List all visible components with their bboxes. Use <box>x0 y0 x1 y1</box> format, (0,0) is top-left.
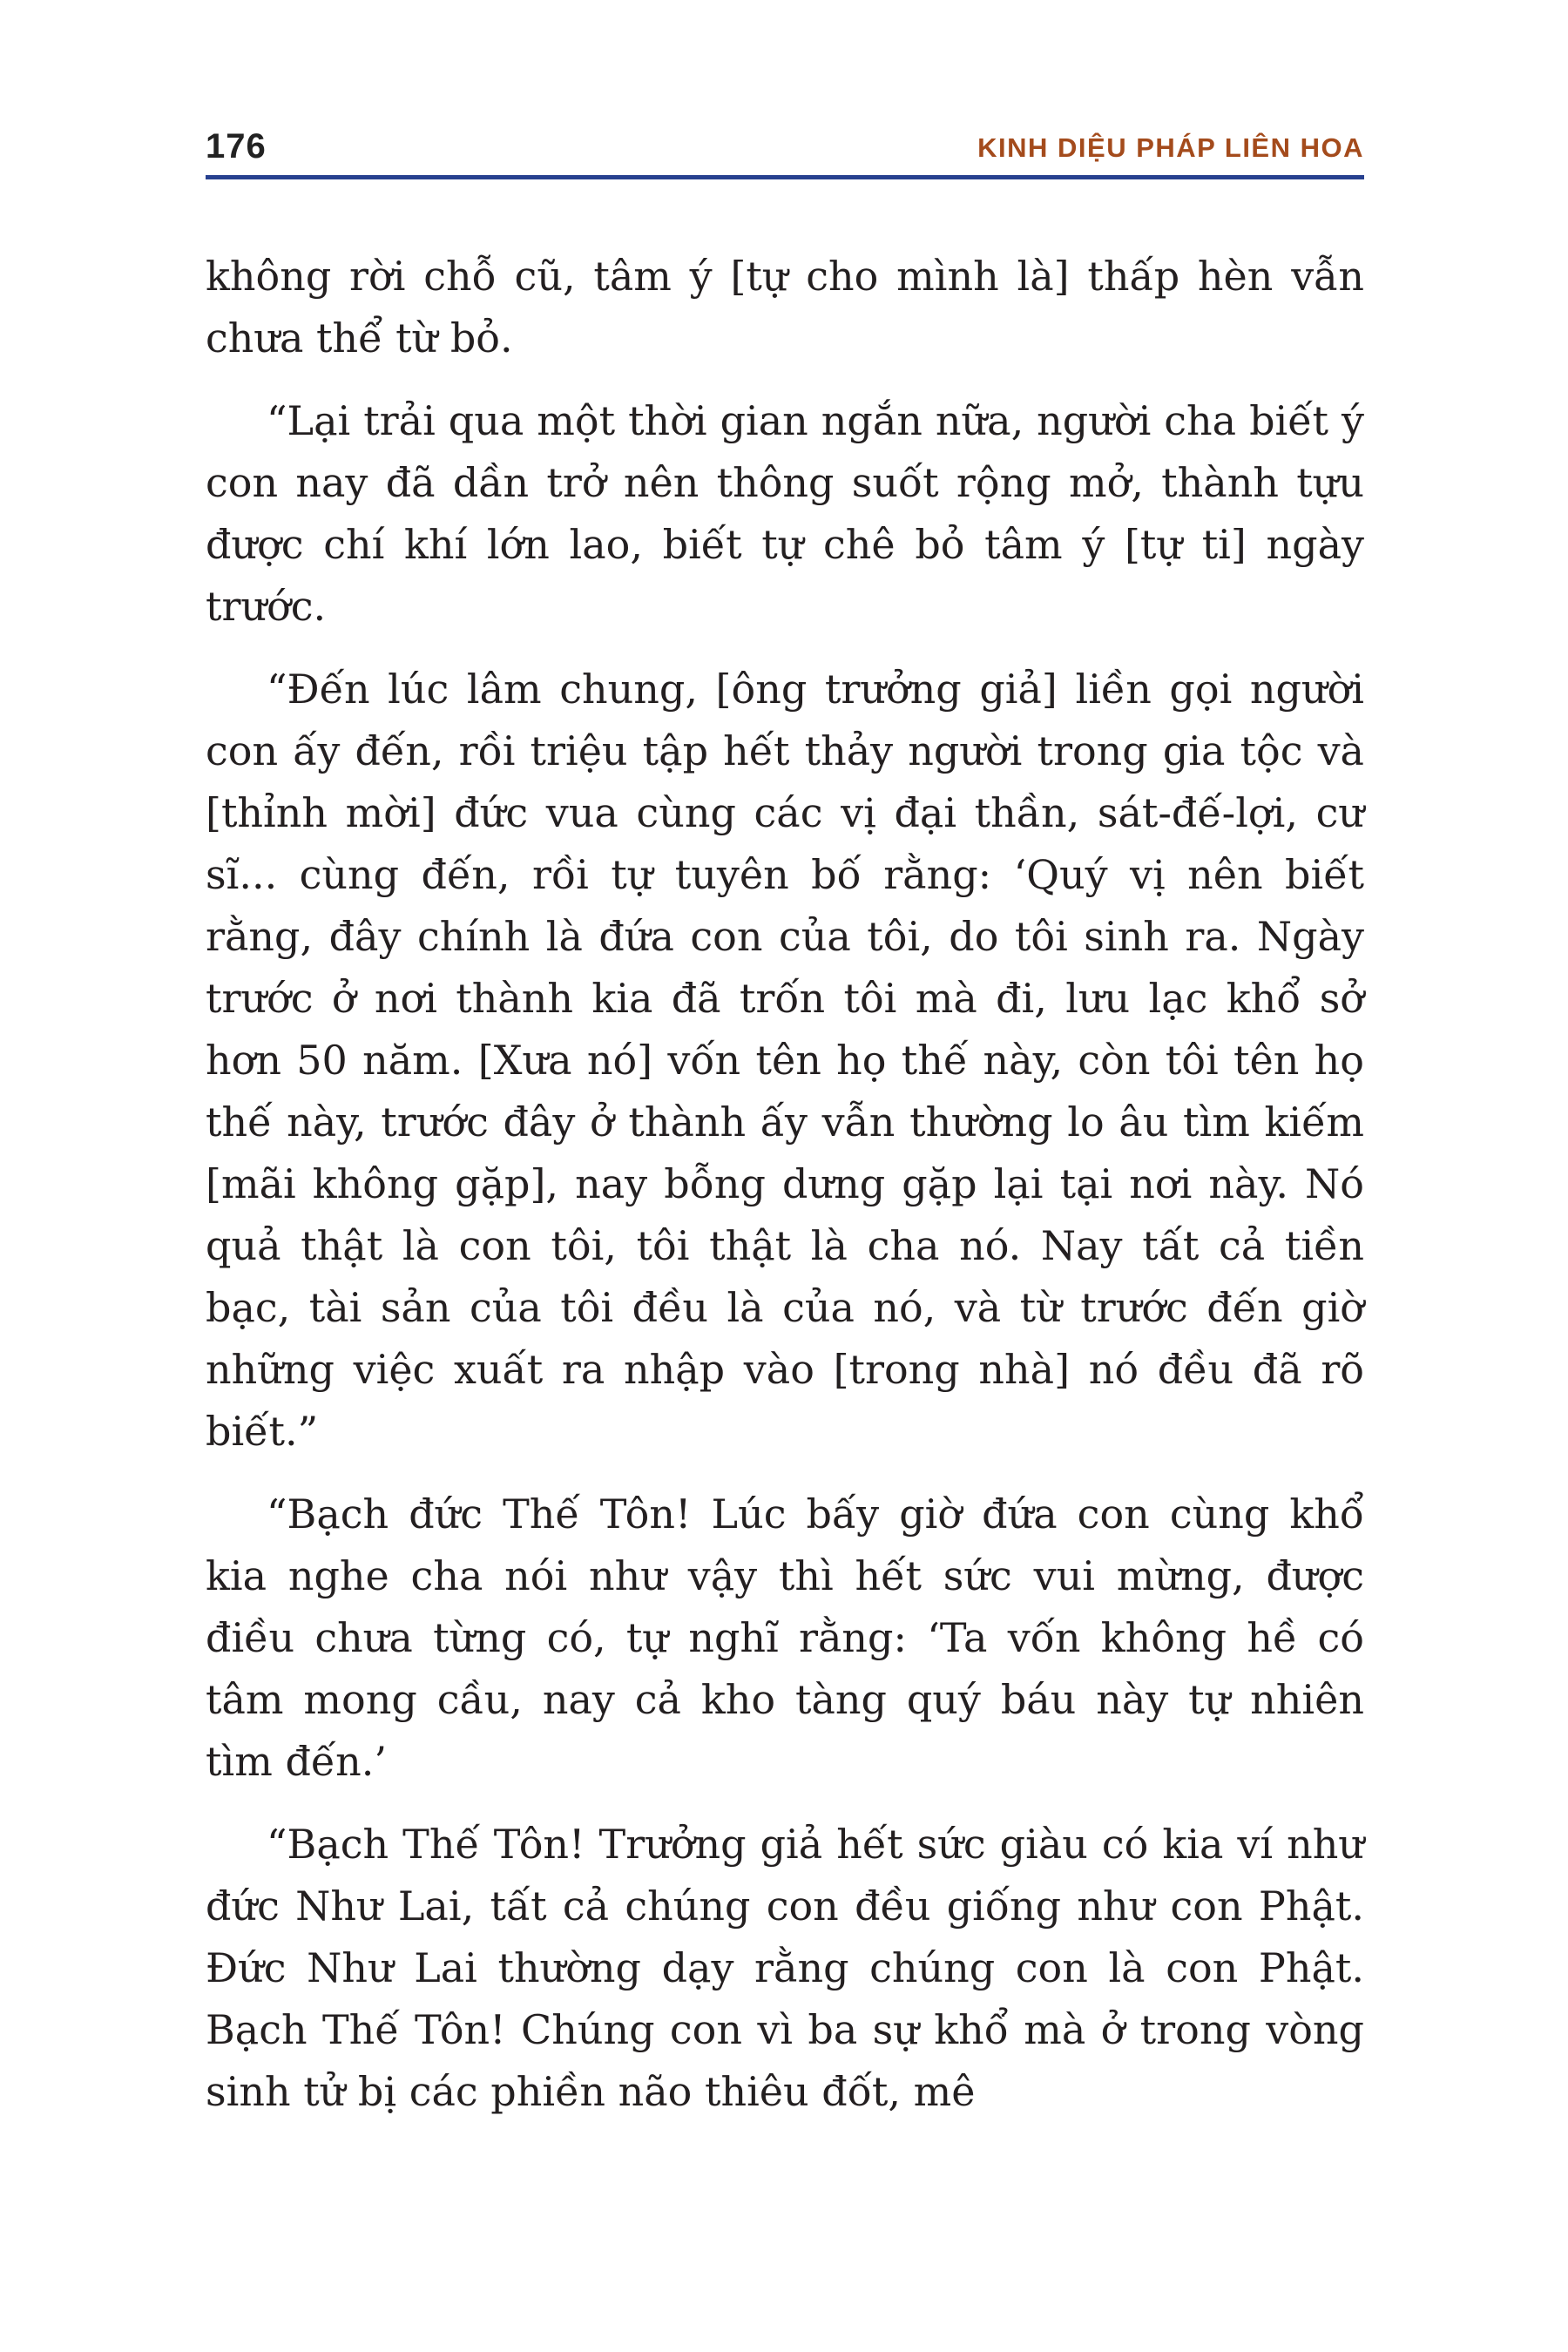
paragraph-4: “Bạch đức Thế Tôn! Lúc bấy giờ đứa con cùng khổ kia nghe cha nói như vậy thì hết sức vui mừng, được điều chưa từng có, tự nghĩ rằng: ‘Ta vốn không hề có tâm mong cầu, nay cả kho tàng quý báu này tự nhiên tìm đến.’ <box>206 1490 1364 1785</box>
paragraph-5: “Bạch Thế Tôn! Trưởng giả hết sức giàu có kia ví như đức Như Lai, tất cả chúng con đều giống như con Phật. Đức Như Lai thường dạy rằng chúng con là con Phật. Bạch Thế Tôn! Chúng con vì ba sự khổ mà ở trong vòng sinh tử bị các phiền não thiêu đốt, mê <box>206 1821 1364 2115</box>
body-text <box>206 246 1364 2144</box>
paragraph-2: “Lại trải qua một thời gian ngắn nữa, người cha biết ý con nay đã dần trở nên thông suốt rộng mở, thành tựu được chí khí lớn lao, biết tự chê bỏ tâm ý [tự ti] ngày trước. <box>206 397 1364 630</box>
running-title: KINH DIỆU PHÁP LIÊN HOA <box>977 132 1364 163</box>
paragraph-1: không rời chỗ cũ, tâm ý [tự cho mình là] thấp hèn vẫn chưa thể từ bỏ. <box>206 253 1364 362</box>
paragraph-3: “Đến lúc lâm chung, [ông trưởng giả] liền gọi người con ấy đến, rồi triệu tập hết thảy người trong gia tộc và [thỉnh mời] đức vua cùng các vị đại thần, sát-đế-lợi, cư sĩ... cùng đến, rồi tự tuyên bố rằng: ‘Quý vị nên biết rằng, đây chính là đứa con của tôi, do tôi sinh ra. Ngày trước ở nơi thành kia đã trốn tôi mà đi, lưu lạc khổ sở hơn 50 năm. [Xưa nó] vốn tên họ thế này, còn tôi tên họ thế này, trước đây ở thành ấy vẫn thường lo âu tìm kiếm [mãi không gặp], nay bỗng dưng gặp lại tại nơi này. Nó quả thật là con tôi, tôi thật là cha nó. Nay tất cả tiền bạc, tài sản của tôi đều là của nó, và từ trước đến giờ những việc xuất ra nhập vào [trong nhà] nó đều đã rõ biết.” <box>206 666 1364 1455</box>
header-rule <box>206 175 1364 179</box>
page-header <box>206 122 1364 174</box>
page-number: 176 <box>206 127 267 166</box>
